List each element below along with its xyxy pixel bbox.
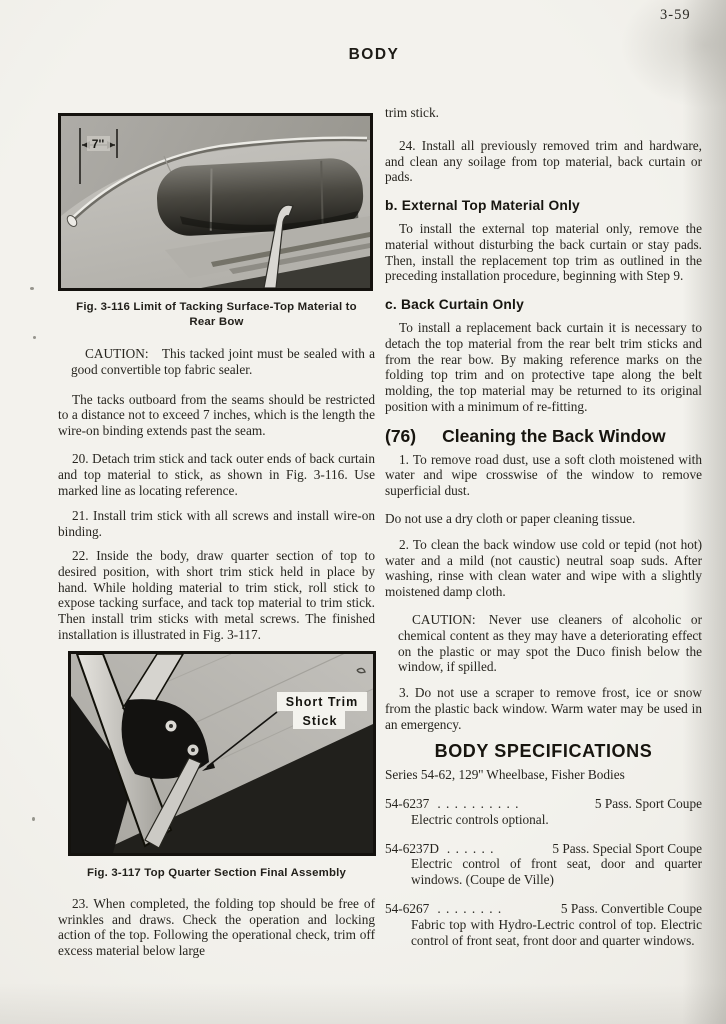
section-title: Cleaning the Back Window [442, 425, 666, 446]
convertible-top-rear-bow-photo [61, 116, 370, 288]
caption-line: Fig. 3-116 Limit of Tacking Surface-Top Material to [76, 301, 357, 313]
spec-line [385, 796, 702, 812]
scan-speck [32, 817, 35, 821]
spec-entry-54-6237D [385, 841, 702, 888]
spec-code: 54-6237D [385, 840, 439, 856]
section-heading-cleaning-back-window [385, 425, 702, 446]
spec-entry-54-6267 [385, 901, 702, 948]
step-2: 2. To clean the back window use cold or tepid (not hot) water and a mild (not caustic) neutral soap suds. After washing, rinse with clean water and wipe with a slightly moistened damp cloth. [385, 536, 702, 600]
page-title: BODY [348, 46, 400, 63]
spec-body-style: 5 Pass. Convertible Coupe [560, 901, 702, 917]
caption-line: Rear Bow [189, 316, 244, 328]
step-1: 1. To remove road dust, use a soft cloth moistened with water and wipe crosswise of the window to remove superficial dust. [385, 451, 702, 499]
top-quarter-section-photo [71, 654, 373, 853]
paragraph-back-curtain: To install a replacement back curtain it is necessary to detach the top material from the rear belt trim sticks and from the rear bow. By making reference marks on the folding top trim and on protective tape along the belt molding, the top material may be returned to its original position with a minimum of re-fitting. [385, 319, 702, 414]
spec-description: Fabric top with Hydro-Lectric control of top. Electric control of front seat, front door and quarter windows. [411, 916, 702, 948]
section-number: (76) [385, 425, 417, 446]
spec-body-style: 5 Pass. Special Sport Coupe [552, 840, 702, 856]
dot-leader: . . . . . . . . [437, 901, 503, 917]
step-23: 23. When completed, the folding top should be free of wrinkles and draws. Check the operation and locking action of the top. Following the operational check, trim off excess material below large [58, 895, 375, 959]
caution-paragraph: CAUTION: Never use cleaners of alcoholic or chemical content as they may have a deteriorating effect on the plastic or may spot the Duco finish below the window, if spilled. [398, 611, 702, 675]
step-3: 3. Do not use a scraper to remove frost, ice or snow from the plastic back window. Warm water may be used in an emergency. [385, 685, 702, 732]
spec-description: Electric controls optional. [411, 811, 549, 827]
left-column [58, 113, 375, 959]
figure-3-116-caption [58, 300, 375, 330]
scan-speck [30, 287, 34, 290]
paragraph-tacks: The tacks outboard from the seams should be restricted to a distance not to exceed 7 inches, which is the length the wire-on binding extends past the seam. [58, 391, 375, 439]
spec-body-style: 5 Pass. Sport Coupe [594, 796, 702, 812]
figure-3-116-photo [58, 113, 373, 291]
step-22: 22. Inside the body, draw quarter section of top to desired position, with short trim stick held in place by hand. While holding material to trim stick, roll stick to expose tacking surface, and tack top material to trim stick. Then install trim sticks with metal screws. The finished installation is illustrated in Fig. 3-117. [58, 547, 375, 642]
continuation-line: trim stick. [385, 105, 439, 120]
figure-3-117-photo [68, 651, 376, 856]
series-line: Series 54-62, 129'' Wheelbase, Fisher Bodies [385, 767, 625, 783]
spec-line [385, 841, 702, 857]
page-number: 3-59 [660, 7, 691, 23]
dot-leader: . . . . . . . . . . [437, 796, 520, 812]
bolt-center [191, 748, 195, 752]
spec-code: 54-6267 [385, 901, 430, 917]
step-21: 21. Install trim stick with all screws and install wire-on binding. [58, 508, 375, 540]
heading-external-top-material-only: b. External Top Material Only [385, 198, 580, 214]
step-24: 24. Install all previously removed trim and hardware, and clean any soilage from top material, back curtain or pads. [385, 137, 702, 185]
spec-code: 54-6237 [385, 796, 430, 812]
heading-body-specifications: BODY SPECIFICATIONS [434, 740, 653, 761]
figure-3-117-caption: Fig. 3-117 Top Quarter Section Final Assembly [86, 866, 347, 879]
step-20: 20. Detach trim stick and tack outer ends of back curtain and top material to stick, as shown in Fig. 3-116. Use marked line as locating reference. [58, 450, 375, 498]
callout-text-line2: Stick [302, 713, 338, 728]
spec-entry-54-6237 [385, 796, 702, 828]
paragraph-dry-cloth: Do not use a dry cloth or paper cleaning tissue. [385, 510, 636, 526]
spec-description: Electric control of front seat, door and quarter windows. (Coupe de Ville) [411, 856, 702, 888]
right-column [385, 105, 702, 948]
caution-paragraph: CAUTION: This tacked joint must be sealed with a good convertible top fabric sealer. [71, 346, 375, 377]
dimension-label: 7'' [91, 137, 105, 151]
heading-back-curtain-only: c. Back Curtain Only [385, 297, 524, 313]
bolt-center [169, 724, 173, 728]
spec-line [385, 901, 702, 917]
callout-text-line1: Short Trim [285, 694, 359, 709]
paragraph-external-top: To install the external top material only, remove the material without disturbing the back curtain or stay pads. Then, install the replacement top trim as outlined in the preceding installation procedure, beginning with Step 9. [385, 220, 702, 284]
dot-leader: . . . . . . [446, 840, 495, 856]
scan-speck [33, 336, 36, 339]
